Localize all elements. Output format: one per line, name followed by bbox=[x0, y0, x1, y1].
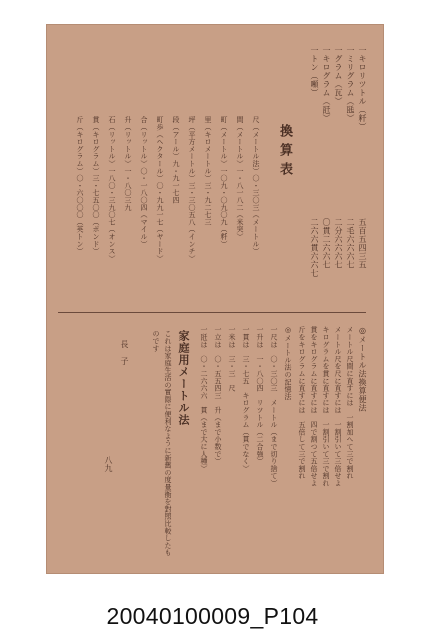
author: 長 子 bbox=[120, 340, 129, 366]
note-line: メートル尺を尺に直すには 一割引いて三倍せよ bbox=[334, 326, 342, 487]
conversion-entry: 一升は 一・八〇四 リツトル（二合強） bbox=[256, 326, 264, 465]
conversion-row: 里（キロメートル）三・九二七三 bbox=[204, 116, 212, 226]
value-column-item: 二分六六六七 bbox=[334, 218, 343, 269]
value-column-item: 〇貫二六六七 bbox=[322, 218, 331, 269]
intro-text: これは家庭生活の實際に便利なように新舊の度量衡を對照比較したものです bbox=[152, 330, 172, 557]
conversion-entry: 一米は 三・三 尺 bbox=[228, 326, 236, 392]
page-number: 八九 bbox=[104, 456, 113, 472]
lower-heading: 家庭用メートル法 bbox=[177, 330, 190, 426]
note-line: ◎メートル法の記憶法 bbox=[284, 326, 292, 400]
conversion-row: 尺（メートル法）〇・三〇三（メートル） bbox=[252, 116, 260, 255]
value-column-item: 二六六貫六六七 bbox=[310, 218, 319, 278]
note-line: キログラムを貫に直すには 一割引いて三で割れ bbox=[322, 326, 330, 487]
value-column-item: 五百五四三五 bbox=[358, 218, 367, 269]
unit-column-item: 一グラム（瓦） bbox=[334, 46, 343, 106]
conversion-row: 斤（キログラム）〇・六〇〇〇（英トン） bbox=[76, 116, 84, 255]
conversion-row: 升（リットル）一・八〇三九 bbox=[124, 116, 132, 211]
note-line: 貫をキログラムに直すには 四で割つて五倍せよ bbox=[310, 326, 318, 487]
unit-column-item: 一キログラム（瓩） bbox=[322, 46, 331, 123]
image-caption: 20040100009_P104 bbox=[106, 603, 319, 629]
note-line: メートル尺間に直すには 一割加へて三で割れ bbox=[346, 326, 354, 480]
unit-column-item: 一トン（噸） bbox=[310, 46, 319, 97]
unit-column-item: 一キロリツトル（粁） bbox=[358, 46, 367, 131]
conversion-row: 町歩（ヘクタール）〇・九九一七（ヤード） bbox=[156, 116, 164, 262]
unit-column-item: 一ミリグラム（瓱） bbox=[346, 46, 355, 123]
value-column-item: 二毛六六六七 bbox=[346, 218, 355, 269]
conversion-entry: 一立は 〇・五五四三 升（まで小数で） bbox=[214, 326, 222, 465]
conversion-row: 合（リットル）〇・一八〇四（マイル） bbox=[140, 116, 148, 248]
document-page bbox=[46, 24, 384, 574]
conversion-entry: 一貫は 三・七五 キログラム（貫でなく） bbox=[242, 326, 250, 472]
conversion-entry: 一瓩は 〇・二六六六 貫（まで大に人種） bbox=[200, 326, 208, 472]
conversion-row: 貫（キログラム）三・七五〇〇（ポンド） bbox=[92, 116, 100, 255]
conversion-row: 坪（平方メートル）三・三〇五八（インチ） bbox=[188, 116, 196, 262]
section-divider bbox=[58, 312, 366, 313]
table-title: 換算表 bbox=[277, 124, 292, 181]
conversion-row: 石（リットル）一八〇・三九〇七（オンス） bbox=[108, 116, 116, 262]
conversion-row: 段（アール）九・九一七四 bbox=[172, 116, 180, 204]
conversion-row: 町（メートル）一〇九・〇九〇九（粁） bbox=[220, 116, 228, 248]
conversion-row: 間（メートル）一・八一八二（米突） bbox=[236, 116, 244, 241]
notes-heading: ◎メートル法換算便法 bbox=[358, 326, 367, 412]
note-line: 斤をキログラムに直すには 五倍して三で割れ bbox=[298, 326, 306, 480]
conversion-entry: 一尺は 〇・三〇三 メートル（まで切り捨て） bbox=[270, 326, 278, 487]
